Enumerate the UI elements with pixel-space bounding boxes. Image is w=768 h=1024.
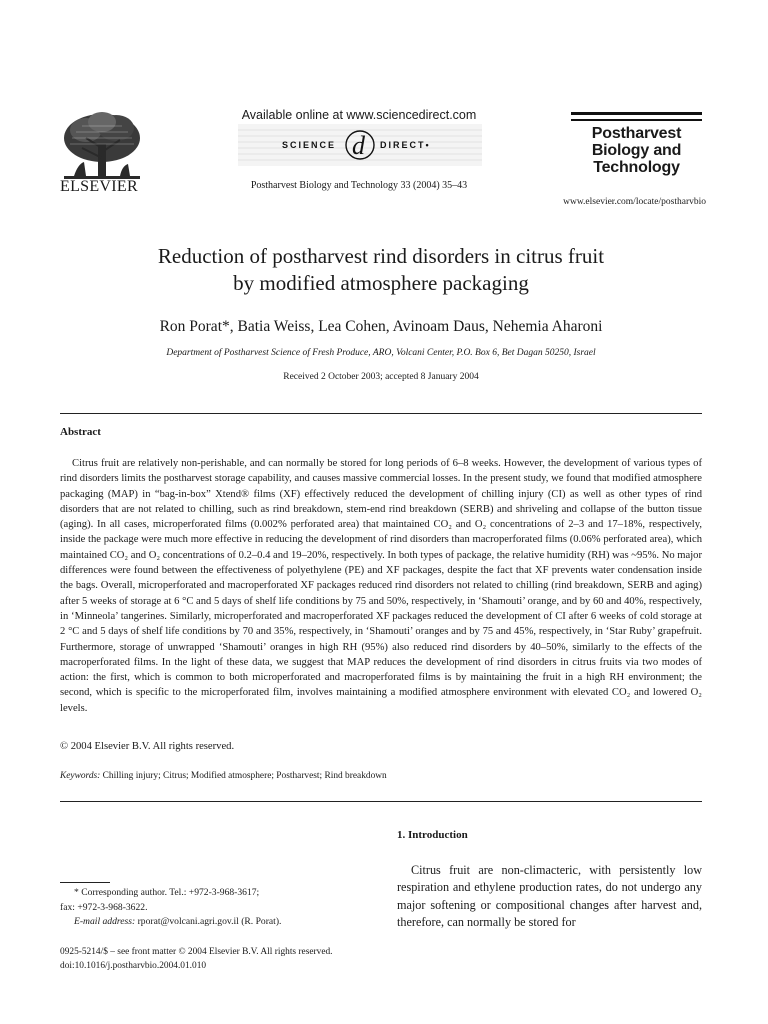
fax-line: fax: +972-3-968-3622. bbox=[60, 901, 148, 913]
introduction-body bbox=[397, 862, 702, 932]
issn-line: 0925-5214/$ – see front matter © 2004 Elsevier B.V. All rights reserved. bbox=[60, 947, 333, 957]
available-online-text: Available online at www.sciencedirect.com bbox=[241, 108, 477, 122]
introduction-text: Citrus fruit are non-climacteric, with persistently low respiration and ethylene production rates, do not undergo any major softening or compositional changes after harvest and, therefore, can normally be stored for bbox=[397, 863, 702, 930]
corresponding-author-line: * Corresponding author. Tel.: +972-3-968-3617; bbox=[74, 887, 260, 898]
abstract-body bbox=[60, 456, 702, 716]
journal-citation: Postharvest Biology and Technology 33 (2004) 35–43 bbox=[250, 180, 468, 191]
svg-text:SCIENCE: SCIENCE bbox=[282, 140, 337, 150]
svg-text:d: d bbox=[352, 131, 365, 160]
title-line-1: Reduction of postharvest rind disorders in citrus fruit bbox=[157, 244, 605, 268]
email-label: E-mail address: bbox=[74, 916, 136, 928]
section-heading-introduction: 1. Introduction bbox=[397, 829, 468, 841]
keywords-list: Chilling injury; Citrus; Modified atmosphere; Postharvest; Rind breakdown bbox=[102, 771, 387, 781]
svg-text:DIRECT•: DIRECT• bbox=[380, 140, 431, 150]
title-line-2: by modified atmosphere packaging bbox=[233, 271, 529, 295]
doi-link[interactable]: doi:10.1016/j.postharvbio.2004.01.010 bbox=[60, 961, 207, 971]
author-list: Ron Porat*, Batia Weiss, Lea Cohen, Avinoam Daus, Nehemia Aharoni bbox=[159, 318, 603, 335]
email-line bbox=[60, 915, 380, 930]
footnote-rule bbox=[60, 882, 110, 883]
abstract-text: Citrus fruit are relatively non-perishable, and can normally be stored for long periods of 6–8 weeks. However, the development of various types of rind disorders limits the postharvest storage capability, and causes massive commercial losses. In the present study, we found that modified atmosphere packaging (MAP) in “bag-in-box” Xtend® films (XF) effectively reduced the development of chilling injury (CI) as well as other types of rind disorders that are not related to chilling, such as rind breakdown, stem-end rind breakdown (SERB) and shriveling and collapse of the button tissue (aging). In all cases, microperforated films (0.002% perforated area) that maintained CO₂ and O₂ concentrations of 2–3 and 17–18%, respectively, inside the package were much more effective in reducing the development of rind disorders than macroperforated films (0.06% perforated area), which maintained CO₂ and O₂ concentrations of 0.2–0.4 and 19–20%, respectively. In both types of package, the relative humidity (RH) was ~95%. No major differences were found between the effectiveness of polyethylene (PE) and XF packages, despite the fact that XF prevents water condensation inside the bags. Overall, microperforated and macroperforated XF packages reduced rind disorders not related to chilling (rind breakdown, SERB and aging) after 5 weeks of storage at 6 °C and 5 days of shelf life conditions by 75 and 50%, respectively, in ‘Shamouti’ orange, and by 60 and 40%, respectively, in ‘Minneola’ tangerines. Similarly, microperforated and macroperforated XF packages reduced the development of CI after 6 weeks of cold storage at 2 °C and 5 days of shelf life conditions by 70 and 35%, respectively, in ‘Shamouti’ oranges and by 75 and 45%, respectively, in ‘Star Ruby’ grapefruit. Furthermore, storage of unwrapped ‘Shamouti’ oranges in high RH (95%) also reduced rind disorders by 40–50%, similarly to the effects of the macroperforated films. In the light of these data, we suggest that MAP reduces the development of rind disorders in citrus fruits via two modes of action: the first, which is common to both microperforated and macroperforated films is by maintaining the fruit in a high RH environment; the second, which is specific to the microperforated film, involves maintaining a modified atmosphere environment with elevated CO₂ and lowered O₂ levels. bbox=[60, 458, 703, 714]
copyright-notice: © 2004 Elsevier B.V. All rights reserved. bbox=[60, 741, 235, 752]
keywords bbox=[60, 771, 387, 781]
publisher-name: ELSEVIER bbox=[60, 178, 138, 195]
divider-top bbox=[60, 413, 702, 414]
journal-rule bbox=[571, 112, 702, 115]
keywords-label: Keywords: bbox=[60, 771, 101, 781]
sciencedirect-logo bbox=[238, 124, 482, 166]
divider-bottom bbox=[60, 801, 702, 802]
received-dates: Received 2 October 2003; accepted 8 January 2004 bbox=[283, 372, 479, 382]
front-matter bbox=[60, 945, 333, 973]
journal-name: Postharvest Biology and Technology bbox=[591, 125, 682, 176]
abstract-heading: Abstract bbox=[60, 426, 101, 438]
journal-rule bbox=[571, 119, 702, 121]
paper-title bbox=[60, 243, 702, 297]
affiliation: Department of Postharvest Science of Fresh Produce, ARO, Volcani Center, P.O. Box 6, Bet Dagan 50250, Israel bbox=[166, 348, 596, 358]
corresponding-author-footnote bbox=[60, 886, 380, 930]
journal-url-link[interactable]: www.elsevier.com/locate/postharvbio bbox=[563, 197, 706, 207]
email-address-link[interactable]: rporat@volcani.agri.gov.il (R. Porat). bbox=[137, 916, 282, 928]
